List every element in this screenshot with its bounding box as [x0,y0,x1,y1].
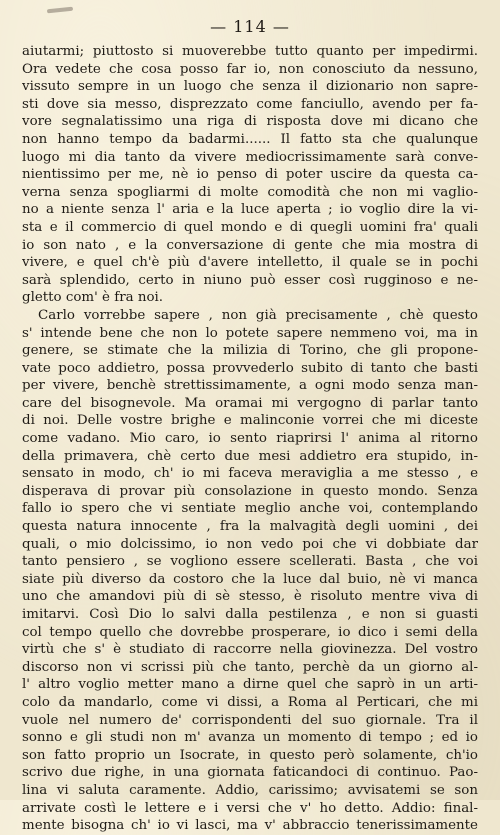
text-line: discorso non vi scrissi più che tanto, perchè da un giorno al- [22,659,478,675]
text-line: vivere, e quel ch'è più d'avere intelletto, il quale se in pochi [22,255,478,271]
text-line: scrivo due righe, in una giornata faticandoci di continuo. Pao- [22,765,478,781]
body-text [22,43,478,835]
text-line: uno che amandovi più di sè stesso, è risoluto mentre viva di [22,589,478,605]
text-line: come vadano. Mio caro, io sento riaprirsi l' anima al ritorno [22,431,478,447]
text-line: gletto com' è fra noi. [22,290,164,306]
text-line: l' altro voglio metter mano a dirne quel che saprò in un arti- [22,677,478,693]
text-line: nientissimo per me, nè io penso di poter uscire da questa ca- [22,167,478,183]
text-line: Ora vedete che cosa posso far io, non conosciuto da nessuno, [22,61,478,77]
text-line: vate poco addietro, possa provvederlo subito di tanto che basti [22,360,478,376]
text-line: imitarvi. Così Dio lo salvi dalla pestilenza , e non si guasti [22,607,478,622]
text-line: disperava di provar più consolazione in questo mondo. Senza [22,483,478,499]
text-line: sonno e gli studi non m' avanza un momento di tempo ; ed io [22,730,478,746]
text-line: vissuto sempre in un luogo che senza il dizionario non sapre- [22,79,478,95]
text-line: no a niente senza l' aria e la luce aperta ; io voglio dire la vi- [22,202,478,218]
text-line: Carlo vorrebbe sapere , non già precisamente , chè questo [38,307,478,323]
page-number: — 114 — [210,17,290,36]
text-line: col tempo quello che dovrebbe prosperare, io dico i semi della [22,624,478,640]
text-line: quali, o mio dolcissimo, io non vedo poi che vi dobbiate dar [22,536,478,552]
text-line: vore segnalatissimo una riga di risposta dove mi dicano che [22,114,478,130]
text-line: sti dove sia messo, disprezzato come fanciullo, avendo per fa- [22,96,478,112]
text-line: della primavera, chè certo due mesi addietro era stupido, in- [22,448,478,464]
text-line: non hanno tempo da badarmi...... Il fatto sta che qualunque [22,131,478,147]
text-line: genere, se stimate che la milizia di Torino, che gli propone- [22,343,478,359]
text-line: fallo io spero che vi sentiate meglio anche voi, contemplando [22,501,478,517]
text-line: s' intende bene che non lo potete sapere nemmeno voi, ma in [22,325,478,341]
text-line: colo da mandarlo, come vi dissi, a Roma al Perticari, che mi [22,694,478,710]
text-line: per vivere, benchè strettissimamente, a ogni modo senza man- [22,378,478,394]
text-line: tanto pensiero , se vogliono essere scellerati. Basta , che voi [22,554,478,570]
text-line: sta e il commercio di quel mondo e di quegli uomini fra' quali [22,219,478,235]
text-line: arrivate costì le lettere e i versi che v' ho detto. Addio: final- [22,800,478,816]
text-line: care del bisognevole. Ma oramai mi vergogno di parlar tanto [22,395,478,411]
text-line: virtù che s' è studiato di raccorre nella giovinezza. Del vostro [22,642,478,658]
text-line: sarà splendido, certo in niuno può esser così rugginoso e ne- [22,272,478,288]
text-line: di noi. Delle vostre brighe e malinconie vorrei che mi diceste [22,413,478,429]
text-line: mente bisogna ch' io vi lasci, ma v' abbraccio tenerissimamente [22,818,478,834]
text-line: questa natura innocente , fra la malvagità degli uomini , dei [22,519,478,535]
text-line: luogo mi dia tanto da vivere mediocrissimamente sarà conve- [22,149,478,165]
text-line: verna senza spogliarmi di molte comodità che non mi vaglio- [22,184,478,200]
text-line: siate più diverso da costoro che la luce dal buio, nè vi manca [22,571,478,587]
text-line: sensato in modo, ch' io mi faceva meraviglia a me stesso , e [22,466,478,482]
text-line: io son nato , e la conversazione di gente che mia mostra di [22,237,478,253]
text-line: son fatto proprio un Isocrate, in questo però solamente, ch'io [22,747,478,763]
ink-smudge [47,7,73,14]
text-line: aiutarmi; piuttosto si muoverebbe tutto quanto per impedirmi. [22,44,478,59]
text-line: vuole nel numero de' corrispondenti del suo giornale. Tra il [22,712,478,728]
text-line: lina vi saluta caramente. Addio, carissimo; avvisatemi se son [22,782,478,798]
